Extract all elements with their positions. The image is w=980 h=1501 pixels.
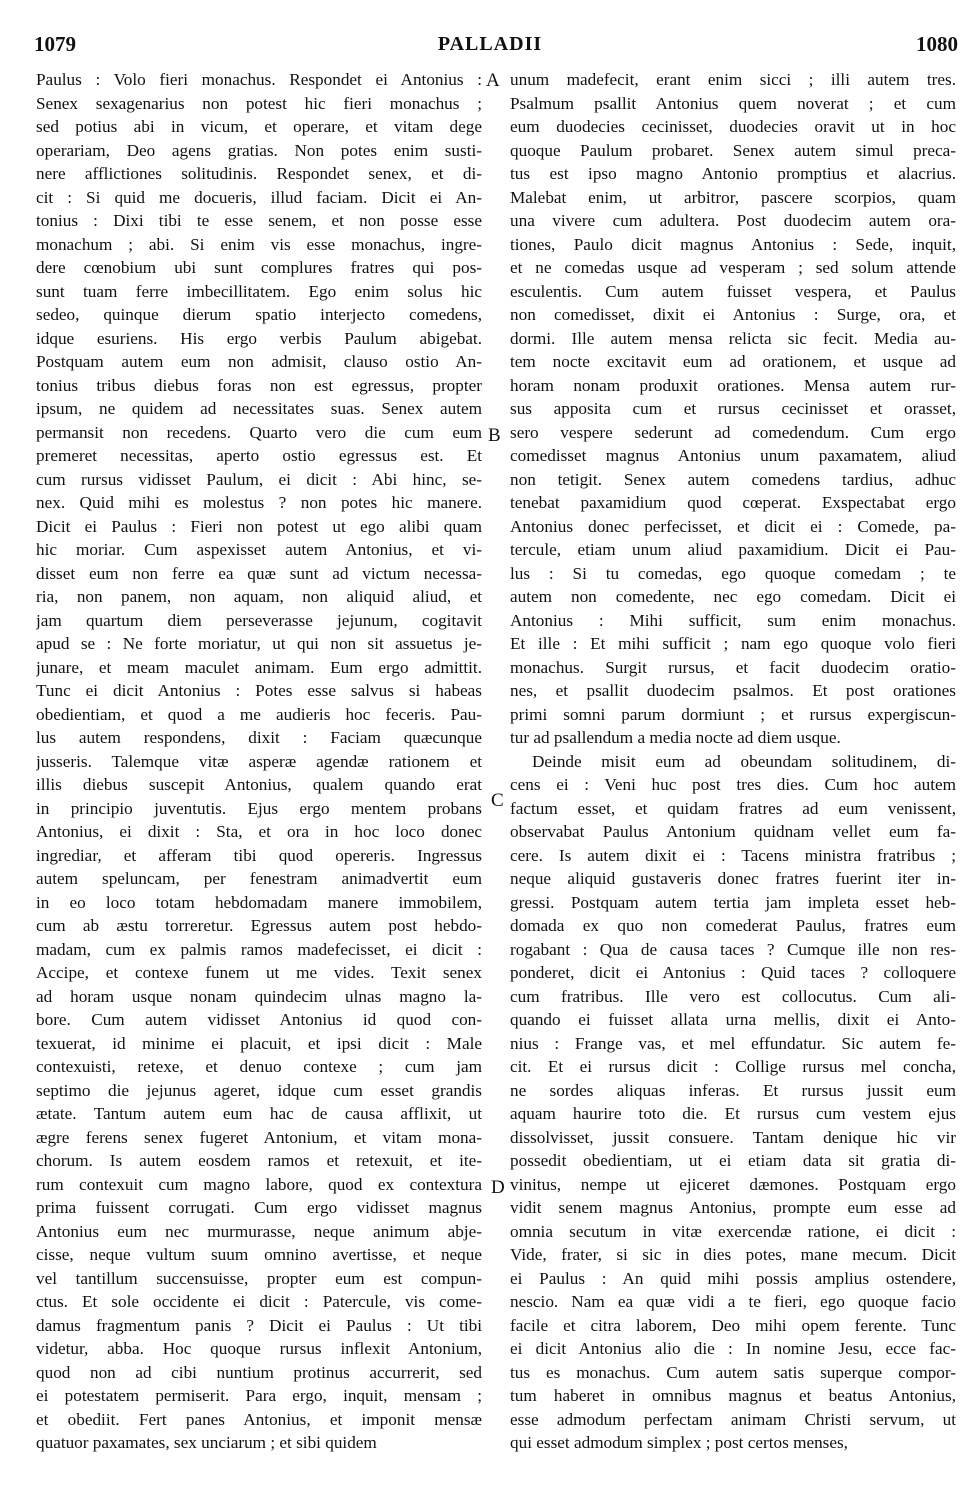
text-line: Tunc ei dicit Antonius : Potes esse salvus si habeas — [36, 681, 482, 700]
right-text-column — [510, 68, 956, 1455]
text-line: ipsum, ne quidem ad necessitates suas. Senex autem — [36, 399, 482, 418]
text-line: cit : Si quid me docueris, illud faciam. Dicit ei An- — [36, 187, 482, 207]
text-line: permansit non recedens. Quarto vero die cum eum — [36, 422, 482, 442]
text-line: Vide, frater, si sic in dies potes, mane mecum. Dicit — [510, 1245, 956, 1264]
text-line: premeret necessitas, aperto ostio egressus est. Et — [36, 446, 482, 465]
text-line: ingrediar, et afferam tibi quod opereris. Ingressus — [36, 845, 482, 865]
text-line: sed potius abi in vicum, et operare, et vitam dege — [36, 117, 482, 136]
text-line: cisse, neque vultum suum omnino avertisse, et neque — [36, 1245, 482, 1264]
text-line: apud se : Ne forte moriatur, ut qui non sit assuetus je- — [36, 634, 482, 653]
text-line: lus autem respondens, dixit : Faciam quæcunque — [36, 728, 482, 747]
text-line: possedit obedientiam, ut ei etiam data sit gratia di- — [510, 1151, 956, 1170]
text-line: non tetigit. Senex autem comedens tardius, adhuc — [510, 469, 956, 489]
section-marker-a: A — [486, 70, 500, 91]
text-line: madam, cum ex palmis ramos madefecisset, ei dicit : — [36, 939, 482, 959]
text-line: esse admodum perfectam animam Christi servum, ut — [510, 1409, 956, 1429]
text-line: rogabant : Qua de causa taces ? Cumque ille non res- — [510, 939, 956, 959]
text-line: ria, non panem, non aquam, non aliquid aliud, et — [36, 587, 482, 606]
text-line: operariam, Deo agens gratias. Non potes enim susti- — [36, 140, 482, 160]
text-line: nes, et psallit duodecim psalmos. Et post orationes — [510, 681, 956, 700]
text-line: ponderet, dicit ei Antonius : Quid taces ? colloquere — [510, 963, 956, 982]
text-line: Psalmum psallit Antonius quem noverat ; et cum — [510, 93, 956, 113]
text-line: sunt tuam ferre imbecillitatem. Ego enim solus hic — [36, 281, 482, 301]
text-line: unum madefecit, erant enim sicci ; illi autem tres. — [510, 70, 956, 89]
text-line: ei Paulus : An quid mihi possis amplius ostendere, — [510, 1268, 956, 1288]
text-line: junare, et meam maculet animam. Eum ergo admittit. — [36, 657, 482, 677]
text-line: cum fratribus. Ille vero est collocutus. Cum ali- — [510, 986, 956, 1006]
text-line: videtur, abba. Hoc quoque rursus inflexit Antonium, — [36, 1339, 482, 1358]
text-line: septimo die jejunus ageret, idque cum esset grandis — [36, 1080, 482, 1100]
section-marker-b: B — [488, 425, 501, 446]
text-line: esculentis. Cum autem fuisset vespera, et Paulus — [510, 281, 956, 301]
text-line: quoque Paulum probaret. Senex autem simul preca- — [510, 140, 956, 160]
text-line: ei potestatem permiserit. Para ergo, inquit, mensam ; — [36, 1386, 482, 1405]
text-line: ctus. Et sole occidente ei dicit : Patercule, vis come- — [36, 1292, 482, 1311]
text-line: damus fragmentum panis ? Dicit ei Paulus : Ut tibi — [36, 1315, 482, 1335]
running-title: PALLADII — [437, 33, 543, 55]
text-line: factum esset, et quidam fratres ad eum venissent, — [510, 798, 956, 818]
text-line: in eo loco totam hebdomadam manere immobilem, — [36, 892, 482, 912]
text-line: vel tantillum succensuisse, propter eum est compun- — [36, 1268, 482, 1288]
text-line: tum haberet in omnibus magnus et beatus Antonius, — [510, 1386, 956, 1405]
text-line: jusseris. Talemque vitæ asperæ agendæ rationem et — [36, 751, 482, 771]
text-line: lus : Si tu comedas, ego quoque comedam ; te — [510, 563, 956, 583]
text-line: disset eum non ferre ea quæ sunt ad victum necessa- — [36, 563, 482, 583]
text-line: in principio juventutis. Ejus ergo mentem probans — [36, 798, 482, 818]
text-line: facile et citra laborem, Deo mihi opem ferente. Tunc — [510, 1315, 956, 1335]
text-line: texuerat, id minime ei placuit, et ipsi dicit : Male — [36, 1033, 482, 1053]
text-line: gressi. Postquam autem tertia jam impleta esset heb- — [510, 892, 956, 912]
text-line: dere cœnobium ubi sunt complures fratres qui pos- — [36, 258, 482, 277]
left-text-column — [36, 68, 482, 1455]
text-line: chorum. Is autem eosdem ramos et retexuit, et ite- — [36, 1151, 482, 1170]
text-line: Dicit ei Paulus : Fieri non potest ut ego alibi quam — [36, 516, 482, 536]
text-line: illis diebus suscepit Antonius, qualem quando erat — [36, 775, 482, 794]
text-line: Postquam autem eum non admisit, clauso ostio An- — [36, 352, 482, 371]
text-line: et obediit. Fert panes Antonius, et imponit mensæ — [36, 1409, 482, 1429]
text-line: quando ei fuisset allata urna mellis, dixit ei Anto- — [510, 1010, 956, 1029]
text-line: Malebat enim, ut arbitror, pascere scorpios, quam — [510, 187, 956, 207]
text-line: idque esuriens. His ergo verbis Paulum abigebat. — [36, 328, 482, 348]
text-line: tonius : Dixi tibi te esse senem, et non posse esse — [36, 211, 482, 230]
text-line: jam quartum diem perseverasse jejunum, cogitavit — [36, 610, 482, 630]
text-line: una vivere cum adultera. Post duodecim autem ora- — [510, 211, 956, 230]
text-line: cit. Et ei rursus dicit : Collige rursus mel concha, — [510, 1057, 956, 1076]
text-line: ad horam usque nonam quindecim ulnas magno la- — [36, 986, 482, 1006]
page-number-left: 1079 — [34, 32, 76, 56]
text-line: dissolvisset, jussit consuere. Tantam denique hic vir — [510, 1127, 956, 1147]
text-line: tur ad psallendum a media nocte ad diem usque. — [510, 728, 841, 747]
text-line: monachum ; abi. Si enim vis esse monachus, ingre- — [36, 234, 482, 254]
text-line: rum contexuit cum magno labore, quod ex contextura — [36, 1174, 482, 1194]
text-line: cum rursus vidisset Paulum, ei dicit : Abi hinc, se- — [36, 469, 482, 489]
text-line: primi somni parum dormiunt ; et rursus expergiscun- — [510, 704, 956, 724]
text-line: cens ei : Veni huc post tres dies. Cum hoc autem — [510, 775, 956, 794]
text-line: ei dicit Antonius alio die : In nomine Jesu, ecce fac- — [510, 1339, 956, 1358]
text-line: aquam haurire toto die. Et rursus cum vestem ejus — [510, 1104, 956, 1123]
text-line: Senex sexagenarius non potest hic fieri monachus ; — [36, 93, 482, 113]
text-line: cere. Is autem dixit ei : Tacens ministra fratribus ; — [510, 845, 956, 865]
text-line: Antonius : Mihi sufficit, sum enim monachus. — [510, 610, 956, 630]
text-line: bore. Cum autem vidisset Antonius id quod con- — [36, 1010, 482, 1029]
text-line: Et ille : Et mihi sufficit ; nam ego quoque volo fieri — [510, 634, 956, 653]
text-line: tem nocte excitavit eum ad orationem, et usque ad — [510, 352, 956, 371]
text-line: tercule, etiam unum aliud paxamidium. Dicit ei Pau- — [510, 540, 956, 559]
text-line: eum duodecies cecinisset, duodecies oravit ut in hoc — [510, 117, 956, 136]
text-line: ne sordes aliquas inferas. Et rursus jussit eum — [510, 1080, 956, 1100]
text-line: monachus. Surgit rursus, et facit duodecim oratio- — [510, 657, 956, 677]
text-line: ægre ferens senex fugeret Antonium, et vitam mona- — [36, 1127, 482, 1147]
text-line: tus es monachus. Cum autem satis superque compor- — [510, 1362, 956, 1382]
text-line: nere afflictiones solitudinis. Respondet senex, et di- — [36, 164, 482, 183]
text-line: autem non comedente, nec ego comedam. Dicit ei — [510, 587, 956, 606]
text-line: Accipe, et contexe funem ut me vides. Texit senex — [36, 963, 482, 982]
section-marker-d: D — [491, 1177, 505, 1198]
text-line: dormi. Ille autem mensa relicta sic fecit. Media au- — [510, 328, 956, 348]
text-line: nex. Quid mihi es molestus ? non potes hic manere. — [36, 493, 482, 512]
text-line: quatuor paxamates, sex unciarum ; et sibi quidem — [36, 1433, 377, 1452]
text-line: qui esset admodum simplex ; post certos menses, — [510, 1433, 848, 1452]
text-line: Deinde misit eum ad obeundam solitudinem, di- — [532, 751, 956, 771]
text-line: non comedisset, dixit ei Antonius : Surge, ora, et — [510, 305, 956, 324]
text-line: hic moriar. Cum aspexisset autem Antonius, et vi- — [36, 540, 482, 559]
text-line: nius : Frange vas, et mel effundatur. Sic autem fe- — [510, 1033, 956, 1053]
page-number-right: 1080 — [916, 32, 958, 56]
page-header — [0, 22, 980, 56]
text-line: observabat Paulus Antonium quidnam vellet eum fa- — [510, 822, 956, 841]
text-line: tiones, Paulo dicit magnus Antonius : Sede, inquit, — [510, 234, 956, 254]
text-line: tonius tribus diebus foras non est egressus, propter — [36, 375, 482, 395]
text-line: autem speluncam, per fenestram animadvertit eum — [36, 869, 482, 888]
text-line: et ne comedas usque ad vesperam ; sed solum attende — [510, 258, 956, 277]
text-line: sedeo, quinque dierum spatio interjecto comedens, — [36, 305, 482, 324]
text-line: tus est ipso magno Antonio promptius et alacrius. — [510, 164, 956, 183]
text-line: comedisset magnus Antonius unum paxamatem, aliud — [510, 446, 956, 465]
text-line: ætate. Tantum autem eum hac de causa afflixit, ut — [36, 1104, 482, 1123]
text-line: Paulus : Volo fieri monachus. Respondet ei Antonius : — [36, 70, 482, 89]
text-line: prima fuissent corrugati. Cum ergo vidisset magnus — [36, 1198, 482, 1217]
text-line: Antonius donec perfecisset, et dicit ei : Comede, pa- — [510, 516, 956, 536]
text-line: cum ab æstu torreretur. Egressus autem post hebdo- — [36, 916, 482, 935]
text-line: neque aliquid gustaveris donec fratres fuerint iter in- — [510, 869, 956, 888]
text-line: nescio. Nam ea quæ vidi a te fieri, ego quoque facio — [510, 1292, 956, 1311]
section-marker-c: C — [491, 790, 504, 811]
text-line: domada ex quo non comederat Paulus, fratres eum — [510, 916, 956, 935]
text-line: Antonius eum nec murmurasse, neque animum abje- — [36, 1221, 482, 1241]
text-line: tenebat paxamidium quod cœperat. Exspectabat ergo — [510, 493, 956, 512]
text-line: horam nonam produxit orationes. Mensa autem rur- — [510, 375, 956, 395]
text-line: Antonius, ei dixit : Sta, et ora in hoc loco donec — [36, 822, 482, 841]
text-line: obedientiam, et quod a me audieris hoc feceris. Pau- — [36, 704, 482, 724]
text-line: vinitus, nempe ut ejiceret dæmones. Postquam ergo — [510, 1174, 956, 1194]
text-line: sus apposita cum et rursus cecinisset et orasset, — [510, 399, 956, 418]
text-line: omnia secutum in vitæ exercendæ ratione, ei dicit : — [510, 1221, 956, 1241]
text-line: vidit senem magnus Antonius, prompte eum esse ad — [510, 1198, 956, 1217]
text-line: contexuisti, retexe, et denuo contexe ; cum jam — [36, 1057, 482, 1076]
text-line: sero vespere sederunt ad comedendum. Cum ergo — [510, 422, 956, 442]
text-line: quod non ad cibi nuntium protinus accurrerit, sed — [36, 1362, 482, 1382]
